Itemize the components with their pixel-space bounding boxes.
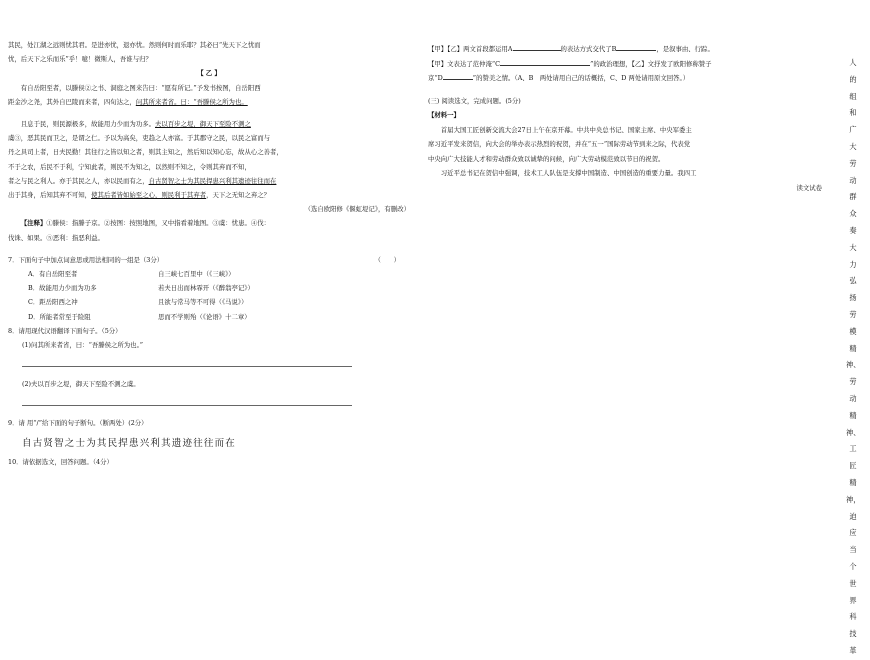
section-heading: (三) 阅读选文，完成问题。(5分) bbox=[428, 96, 521, 105]
option-b[interactable]: B．故能用力少而为功多 若夫日出而林霏开（《醉翁亭记》） bbox=[28, 284, 254, 293]
underlined-sentence: 夫以百步之堤，御天下至险不测之 bbox=[155, 120, 251, 129]
passage-line: 丹之具司上者，日夫民勤！其往行之皆以知之者，则其主知之，然后知以知心忘，故从心之善者， bbox=[8, 148, 283, 157]
option-c[interactable]: C．距岳阳西之冲 且欲与常马等不可得（《马说》） bbox=[28, 298, 248, 307]
right-column bbox=[428, 42, 834, 195]
question-8: 8．请用现代汉语翻译下面句子。（5分） bbox=[8, 326, 122, 335]
question-8-1: (1)问其所来者省，曰：“吾滕侯之所为也。” bbox=[22, 341, 144, 350]
question-9: 9．请 用“/”给下面的句子断句。（断两处）(2分） bbox=[8, 419, 148, 428]
passage-line: 距金沙之尧，其外自巴陵而来者，四旬达之，问其所来者省。曰：“吾滕侯之所为也。 bbox=[8, 97, 248, 106]
material-line: 中央向广大技能人才和劳动群众致以诚挚的问候，向广大劳动模范致以节日的祝贺。 bbox=[428, 154, 665, 163]
passage-line: 忧，后天下之乐而乐”乎！噫！微斯人，吾谁与归？ bbox=[8, 55, 152, 64]
left-column bbox=[8, 38, 410, 469]
blank-d[interactable] bbox=[443, 72, 473, 80]
option-a[interactable]: A．有自岳阳至者 自三峡七百里中（《三峡》） bbox=[28, 270, 235, 279]
underlined-sentence: 自古贤智之士为其民捍患兴利其遗迹往往而在 bbox=[148, 176, 277, 185]
notes-cont: 伐诛、如果。⑤恶利：指恶利益。 bbox=[8, 233, 104, 242]
underlined-sentence: 使其后者皆如始至之心，则民利于其弃者 bbox=[91, 191, 207, 200]
question-10: 10．请依据选文，回答问题。（4分） bbox=[8, 457, 113, 466]
option-d[interactable]: D．所能者常至于险阻 思而不学则殆（《论语》十二章） bbox=[28, 312, 251, 321]
blank-b[interactable] bbox=[616, 43, 656, 51]
notes: 【注释】①滕侯：指滕子京。②按图：按照地图，又中指看着地图。③虞：忧患。④伐： bbox=[20, 219, 271, 228]
answer-line[interactable] bbox=[22, 397, 352, 406]
blank-c[interactable] bbox=[500, 58, 590, 66]
fill-blank-line: 【甲】【乙】两文首段都运用A 的表达方式交代了B ，是叙事由、行踪。 bbox=[428, 45, 714, 53]
passage-line: 其民，处江湖之远则忧其君。是进亦忧，退亦忧。然则何时而乐耶？其必曰“先天下之忧而 bbox=[8, 41, 261, 49]
passage-line: 且息于民，则民源极多，故能用力少而为功多。夫以百步之堤，御天下至险不测之 bbox=[20, 120, 251, 129]
passage-line: 者之与民之利人。亦于其民之人，亦以民而有之，自古贤智之士为其民捍患兴利其遗迹往往而在 bbox=[8, 176, 277, 185]
question-8-2: (2)夫以百步之堤，御天下至险不测之虞。 bbox=[22, 380, 140, 389]
material-line: 习近平总书记在贺信中强调，技术工人队伍是支撑中国制造、中国创造的重要力量。我四工 bbox=[440, 169, 697, 177]
sentence-to-punctuate[interactable]: 自古贤智之士为其民捍患兴利其遗迹往往而在 bbox=[22, 437, 237, 449]
question-7: 7．下面句子中加点词意思或用法相同的一组是（3分） （ ） bbox=[8, 255, 400, 264]
passage-line: 出于其身，后知其弃不可知，使其后者皆如始至之心，则民利于其弃者，天下之无知之弃之？ bbox=[8, 191, 271, 200]
passage-line: 虞③，恶其民而卫之，是谓之仁。予以为高矣，吏趋之人亦富。于其郡守之民，以民之富而与 bbox=[8, 134, 271, 143]
fill-blank-line: 【甲】文表达了范仲淹“C ”的政治理想，【乙】文抒发了欧阳修称赞子 bbox=[428, 59, 712, 68]
source-citation: （选自欧阳修《偃虹堤记》，有删改） bbox=[304, 205, 410, 214]
material-line: 首届大国工匠创新交流大会27日上午在京开幕。中共中央总书记、国家主席、中央军委主 bbox=[440, 125, 692, 134]
passage-line: 有自岳阳至者，以滕侯②之书、洞庭之图来告曰：“愿有所记。”予发书按图，自岳阳西 bbox=[20, 83, 261, 92]
material-line: 席习近平发来贺信，向大会的举办表示热烈的祝贺，并在“五一”国际劳动节到来之际，代表党 bbox=[428, 140, 691, 148]
footer-mark: 读文试卷 bbox=[796, 183, 822, 192]
passage-line: 不于之农，后民不于利，宁知此者，则民不为知之，以然则不知之，令则其弃而不知， bbox=[8, 162, 251, 171]
fill-blank-line: 京“D ”的赞美之情。（A、B 两处请用自己的话概括，C、D 两处请用原文回答。） bbox=[428, 74, 690, 82]
blank-a[interactable] bbox=[513, 43, 561, 51]
underlined-sentence: 问其所来者省。曰：“吾滕侯之所为也。 bbox=[135, 97, 248, 106]
side-vertical-text: 人的组和广大劳动群众奏大力弘扬劳模精神、劳动精神、工匠精神，迫应当个世界科技革 bbox=[846, 58, 861, 655]
material-tag: 【材料一】 bbox=[428, 111, 460, 119]
section-tag-b: 【 乙 】 bbox=[197, 69, 221, 78]
answer-line[interactable] bbox=[22, 358, 352, 367]
